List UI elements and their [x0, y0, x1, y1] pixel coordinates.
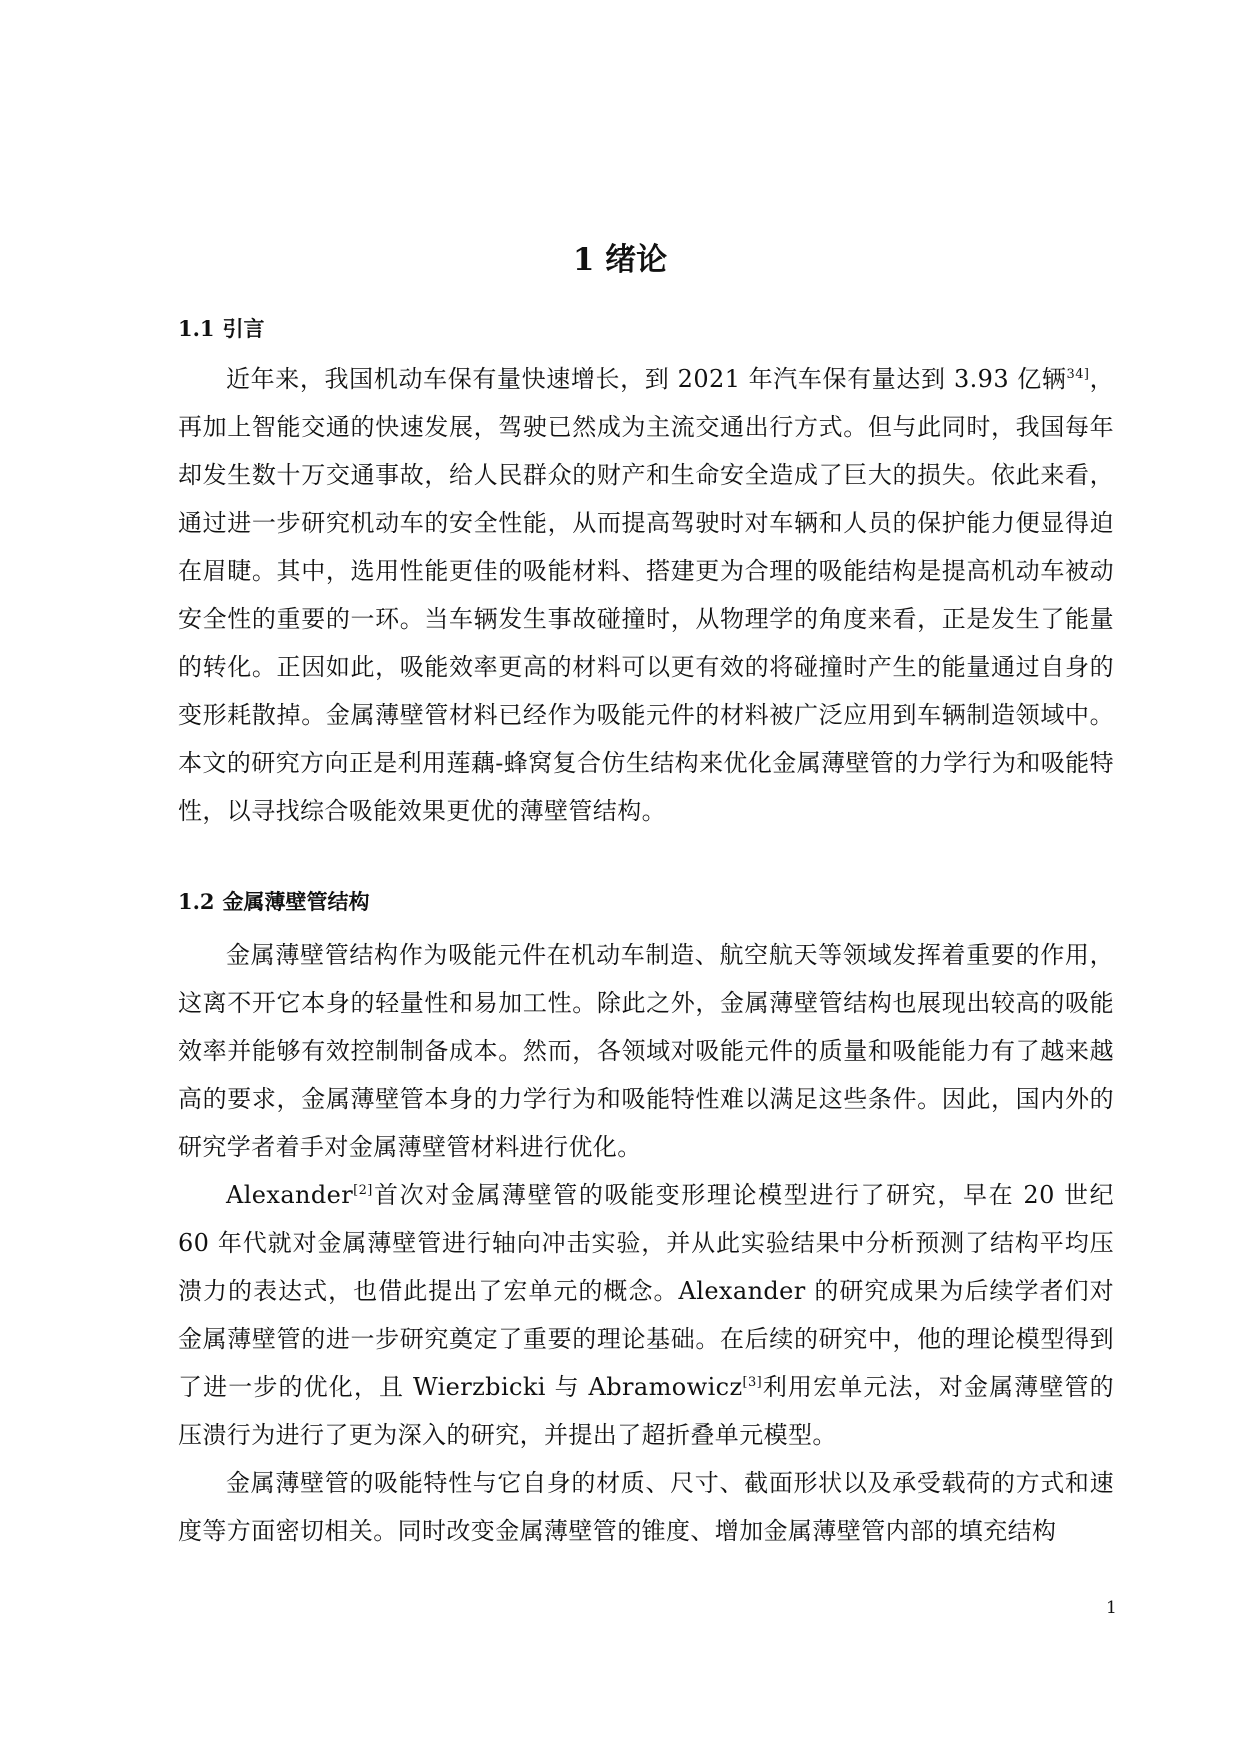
section-title: 引言 — [222, 316, 265, 341]
section-title: 金属薄壁管结构 — [222, 889, 370, 914]
paragraph — [178, 1171, 1114, 1459]
paragraph-text: 金属薄壁管的吸能特性与它自身的材质、尺寸、截面形状以及承受载荷的方式和速度等方面密切相关。同时改变金属薄壁管的锥度、增加金属薄壁管内部的填充结构 — [178, 1469, 1114, 1545]
citation-superscript: 34] — [1066, 367, 1090, 382]
paragraph-text: 金属薄壁管结构作为吸能元件在机动车制造、航空航天等领域发挥着重要的作用，这离不开它本身的轻量性和易加工性。除此之外，金属薄壁管结构也展现出较高的吸能效率并能够有效控制制备成本。然而，各领域对吸能元件的质量和吸能能力有了越来越高的要求，金属薄壁管本身的力学行为和吸能特性难以满足这些条件。因此，国内外的研究学者着手对金属薄壁管材料进行优化。 — [178, 941, 1114, 1161]
paragraph — [178, 1459, 1114, 1555]
section-number: 1.1 — [178, 316, 215, 341]
paragraph-text: 近年来，我国机动车保有量快速增长，到 2021 年汽车保有量达到 3.93 亿辆 — [226, 365, 1067, 393]
paragraph — [178, 931, 1114, 1171]
paragraph — [178, 355, 1114, 835]
paragraph-text: 利用宏单元法，对金属薄壁管的压溃行为进行了更为深入的研究，并提出了超折叠单元模型。 — [178, 1373, 1114, 1449]
section-body-1-2 — [178, 931, 1114, 1555]
chapter-title: 1 绪论 — [572, 242, 668, 278]
section-body-1-1 — [178, 355, 1114, 835]
paragraph-text: 首次对金属薄壁管的吸能变形理论模型进行了研究，早在 20 世纪 60 年代就对金属薄壁管进行轴向冲击实验，并从此实验结果中分析预测了结构平均压溃力的表达式，也借此提出了宏单元的概念。Alexander 的研究成果为后续学者们对金属薄壁管的进一步研究奠定了重要的理论基础。在后续的研究中，他的理论模型得到了进一步的优化，且 Wierzbicki 与 Abramowicz — [178, 1181, 1114, 1401]
section-heading-1-2 — [178, 886, 370, 918]
paragraph-text: ，再加上智能交通的快速发展，驾驶已然成为主流交通出行方式。但与此同时，我国每年却发生数十万交通事故，给人民群众的财产和生命安全造成了巨大的损失。依此来看，通过进一步研究机动车的安全性能，从而提高驾驶时对车辆和人员的保护能力便显得迫在眉睫。其中，选用性能更佳的吸能材料、搭建更为合理的吸能结构是提高机动车被动安全性的重要的一环。当车辆发生事故碰撞时，从物理学的角度来看，正是发生了能量的转化。正因如此，吸能效率更高的材料可以更有效的将碰撞时产生的能量通过自身的变形耗散掉。金属薄壁管材料已经作为吸能元件的材料被广泛应用到车辆制造领域中。本文的研究方向正是利用莲藕-蜂窝复合仿生结构来优化金属薄壁管的力学行为和吸能特性，以寻找综合吸能效果更优的薄壁管结构。 — [178, 365, 1114, 825]
paragraph-text: Alexander — [226, 1181, 354, 1209]
section-heading-1-1 — [178, 313, 265, 345]
citation-superscript: [3] — [742, 1375, 763, 1390]
section-number: 1.2 — [178, 889, 215, 914]
citation-superscript: [2] — [353, 1183, 373, 1198]
page-number: 1 — [1106, 1598, 1117, 1618]
